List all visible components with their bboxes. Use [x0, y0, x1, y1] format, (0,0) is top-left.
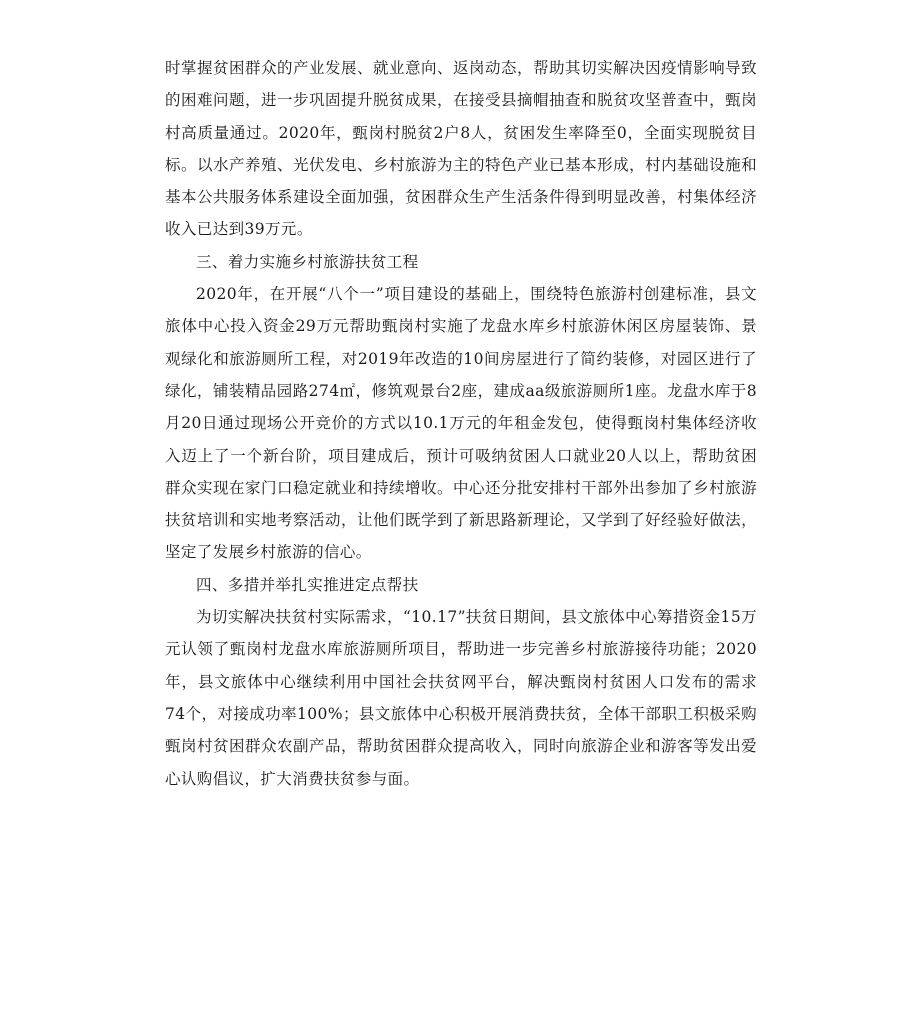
document-body — [165, 52, 757, 795]
paragraph-continued: 时掌握贫困群众的产业发展、就业意向、返岗动态，帮助其切实解决因疫情影响导致的困难问题，进一步巩固提升脱贫成果，在接受县摘帽抽查和脱贫攻坚普查中，甄岗村高质量通过。2020年，甄岗村脱贫2户8人，贫困发生率降至0，全面实现脱贫目标。以水产养殖、光伏发电、乡村旅游为主的特色产业已基本形成，村内基础设施和基本公共服务体系建设全面加强，贫困群众生产生活条件得到明显改善，村集体经济收入已达到39万元。 — [165, 59, 757, 239]
paragraph-targeted-assistance: 为切实解决扶贫村实际需求，“10.17”扶贫日期间，县文旅体中心筹措资金15万元认领了甄岗村龙盘水库旅游厕所项目，帮助进一步完善乡村旅游接待功能；2020年，县文旅体中心继续利用中国社会扶贫网平台，解决甄岗村贫困人口发布的需求74个，对接成功率100%；县文旅体中心积极开展消费扶贫，全体干部职工积极采购甄岗村贫困群众农副产品，帮助贫困群众提高收入，同时向旅游企业和游客等发出爱心认购倡议，扩大消费扶贫参与面。 — [165, 608, 757, 788]
paragraph-tourism-project: 2020年，在开展“八个一”项目建设的基础上，围绕特色旅游村创建标准，县文旅体中心投入资金29万元帮助甄岗村实施了龙盘水库乡村旅游休闲区房屋装饰、景观绿化和旅游厕所工程，对2019年改造的10间房屋进行了简约装修，对园区进行了绿化，铺装精品园路274㎡，修筑观景台2座，建成aa级旅游厕所1座。龙盘水库于8月20日通过现场公开竞价的方式以10.1万元的年租金发包，使得甄岗村集体经济收入迈上了一个新台阶，项目建成后，预计可吸纳贫困人口就业20人以上，帮助贫困群众实现在家门口稳定就业和持续增收。中心还分批安排村干部外出参加了乡村旅游扶贫培训和实地考察活动，让他们既学到了新思路新理论，又学到了好经验好做法，坚定了发展乡村旅游的信心。 — [165, 285, 757, 562]
section-heading-4: 四、多措并举扎实推进定点帮扶 — [196, 575, 419, 594]
section-heading-3: 三、着力实施乡村旅游扶贫工程 — [196, 252, 419, 271]
